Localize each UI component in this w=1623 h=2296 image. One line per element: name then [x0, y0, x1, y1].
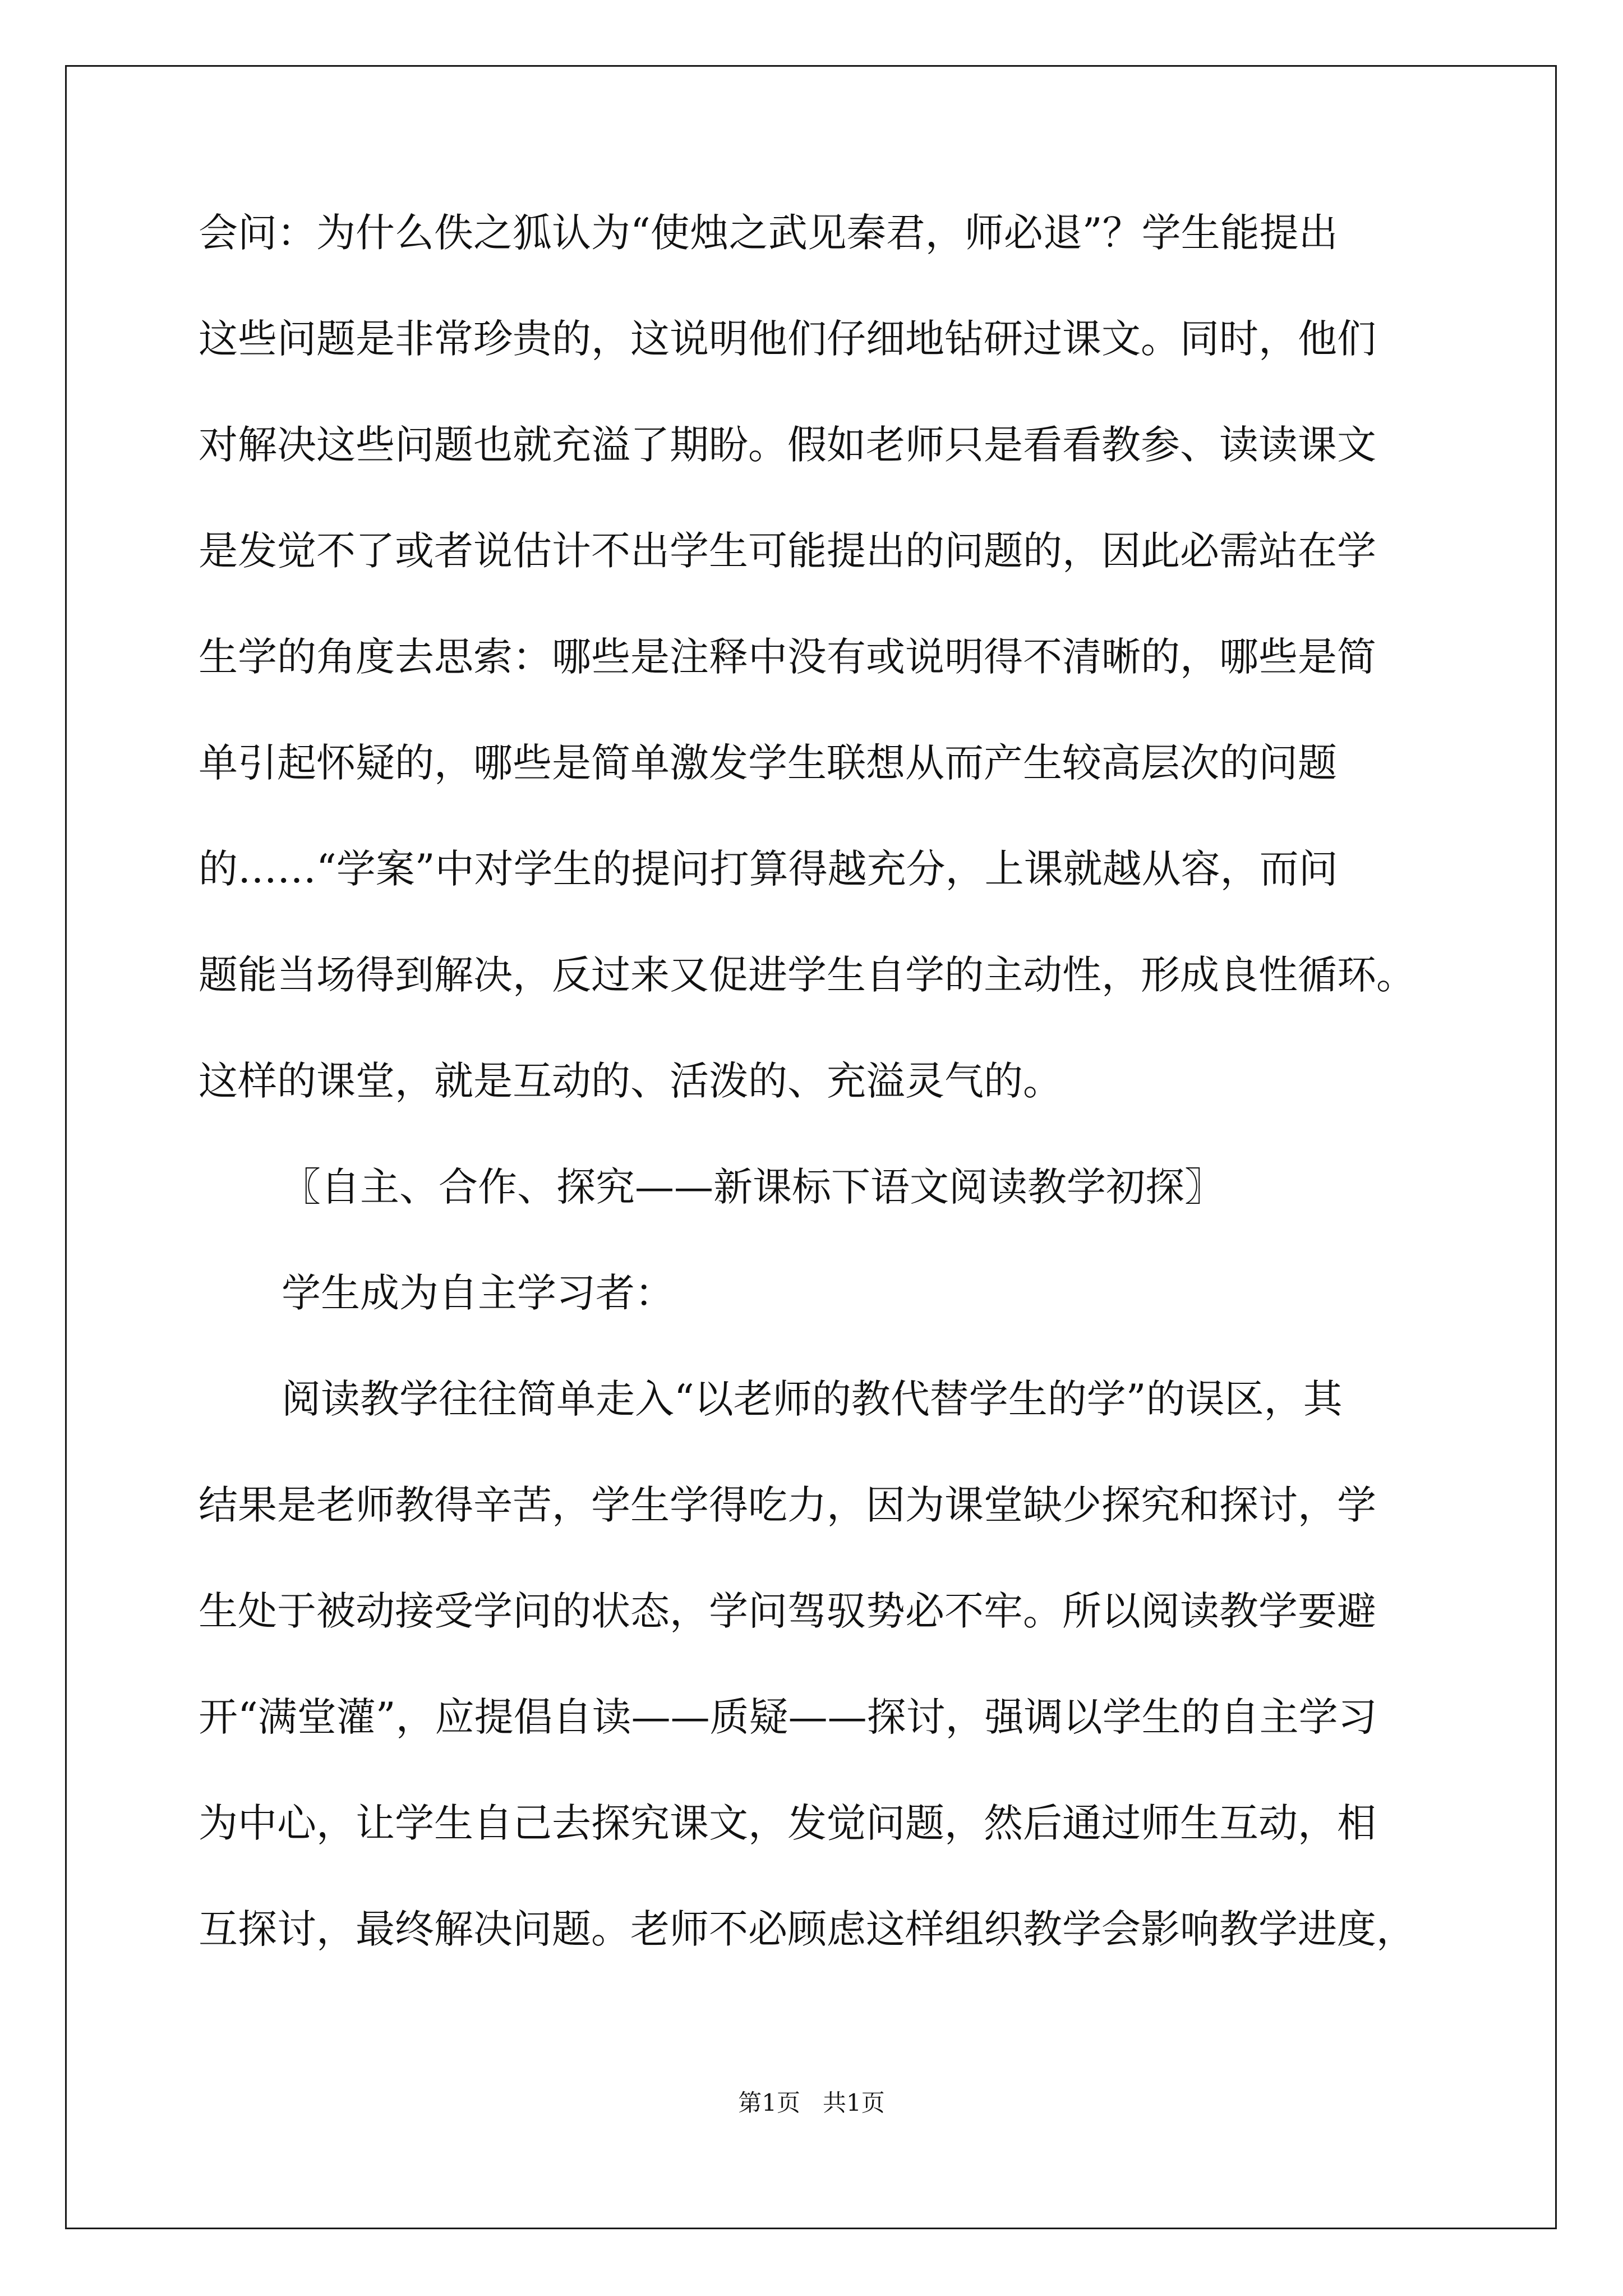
- text-line: 互探讨，最终解决问题。老师不必顾虑这样组织教学会影响教学进度，: [199, 1906, 1415, 1952]
- page-footer: 第1页 共1页: [738, 2089, 885, 2116]
- text-line: 生学的角度去思索：哪些是注释中没有或说明得不清晰的，哪些是简: [199, 634, 1376, 680]
- text-line: 生处于被动接受学问的状态，学问驾驭势必不牢。所以阅读教学要避: [199, 1588, 1376, 1634]
- text-line: 为中心，让学生自己去探究课文，发觉问题，然后通过师生互动，相: [199, 1800, 1376, 1846]
- text-line: 开“满堂灌”，应提倡自读——质疑——探讨，强调以学生的自主学习: [199, 1694, 1377, 1740]
- section-heading: 〖自主、合作、探究——新课标下语文阅读教学初探〗: [282, 1164, 1224, 1210]
- subheading: 学生成为自主学习者：: [282, 1270, 674, 1316]
- text-line: 的……“学案”中对学生的提问打算得越充分，上课就越从容，而问: [199, 846, 1338, 892]
- text-line: 会问：为什么佚之狐认为“使烛之武见秦君，师必退”？学生能提出: [199, 210, 1338, 256]
- text-line: 这些问题是非常珍贵的，这说明他们仔细地钻研过课文。同时，他们: [199, 316, 1376, 362]
- text-line: 单引起怀疑的，哪些是简单激发学生联想从而产生较高层次的问题: [199, 740, 1337, 786]
- text-line: 是发觉不了或者说估计不出学生可能提出的问题的，因此必需站在学: [199, 528, 1376, 574]
- text-line: 这样的课堂，就是互动的、活泼的、充溢灵气的。: [199, 1058, 1062, 1104]
- text-line: 阅读教学往往简单走入“以老师的教代替学生的学”的误区，其: [282, 1376, 1343, 1422]
- text-line: 结果是老师教得辛苦，学生学得吃力，因为课堂缺少探究和探讨，学: [199, 1482, 1376, 1528]
- text-line: 题能当场得到解决，反过来又促进学生自学的主动性，形成良性循环。: [199, 952, 1415, 998]
- document-body: [199, 210, 1432, 2016]
- text-line: 对解决这些问题也就充溢了期盼。假如老师只是看看教参、读读课文: [199, 422, 1376, 468]
